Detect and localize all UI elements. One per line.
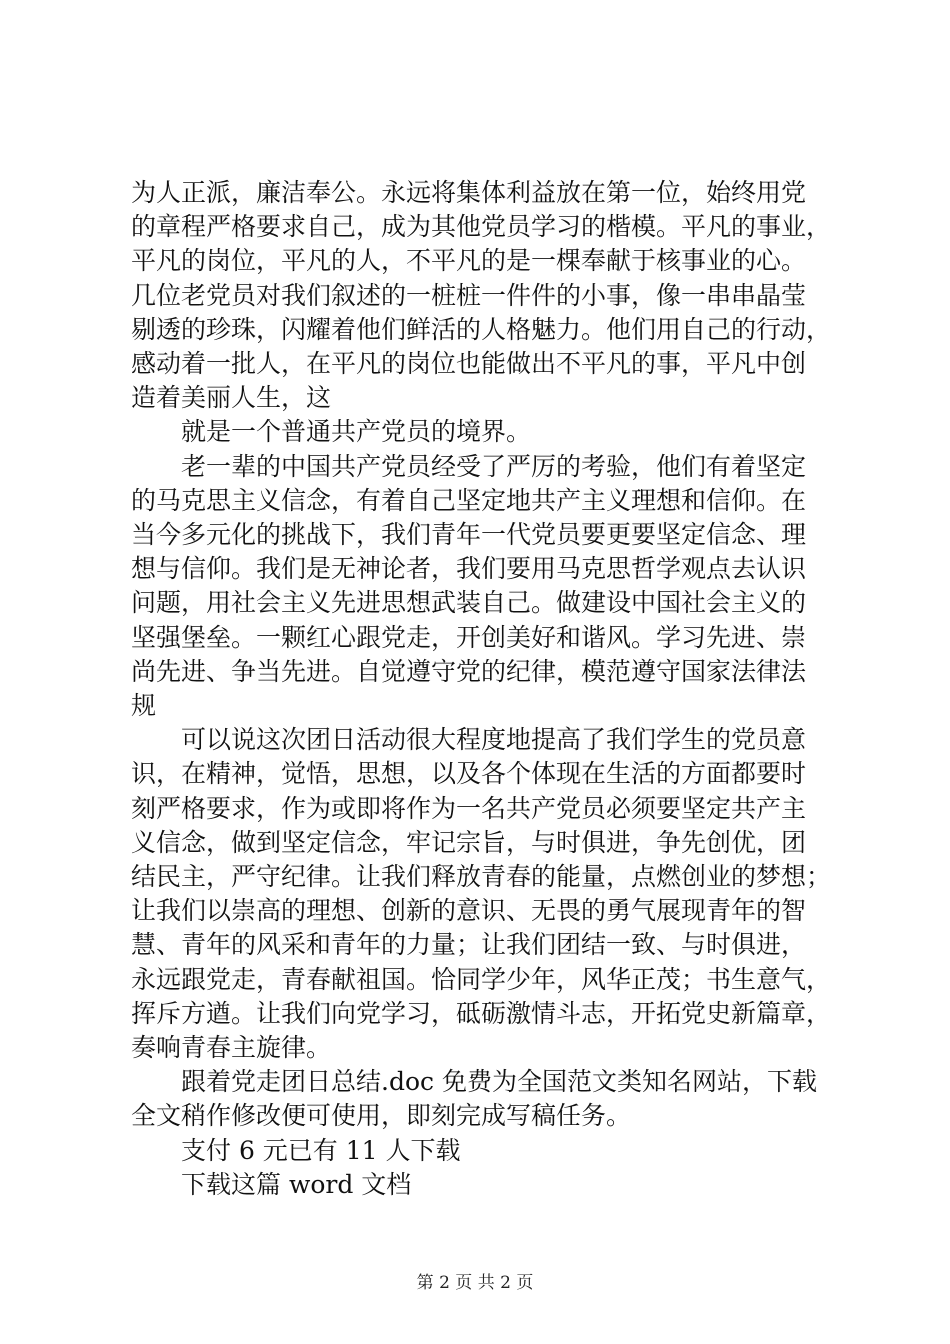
text-line: 跟着党走团日总结.doc 免费为全国范文类知名网站，下载 [181, 1067, 817, 1097]
text-line: 规 [131, 691, 157, 721]
text-line: 坚强堡垒。一颗红心跟党走，开创美好和谐风。学习先进、崇 [131, 622, 807, 652]
text-line: 识，在精神，觉悟，思想，以及各个体现在生活的方面都要时 [131, 759, 807, 789]
text-line: 老一辈的中国共产党员经受了严厉的考验，他们有着坚定 [181, 451, 807, 481]
text-line: 让我们以崇高的理想、创新的意识、无畏的勇气展现青年的智 [131, 896, 807, 926]
text-line: 可以说这次团日活动很大程度地提高了我们学生的党员意 [181, 725, 807, 755]
text-line: 平凡的岗位，平凡的人，不平凡的是一棵奉献于核事业的心。 [131, 246, 807, 276]
download-line[interactable] [131, 1168, 831, 1202]
paragraph-realm [131, 415, 831, 449]
text-line: 造着美丽人生，这 [131, 383, 332, 413]
text-line: 感动着一批人，在平凡的岗位也能做出不平凡的事，平凡中创 [131, 349, 807, 379]
text-line: 永远跟党走，青春献祖国。恰同学少年，风华正茂；书生意气， [131, 964, 832, 994]
paragraph-older-generation [131, 450, 831, 724]
text-line: 奏响青春主旋律。 [131, 1033, 332, 1063]
page-indicator: 第 2 页 共 2 页 [416, 1273, 534, 1293]
text-line: 义信念，做到坚定信念，牢记宗旨，与时俱进，争先创优，团 [131, 827, 807, 857]
text-line: 问题，用社会主义先进思想武装自己。做建设中国社会主义的 [131, 588, 807, 618]
page-footer [0, 1272, 950, 1294]
document-body [131, 176, 831, 1202]
text-line: 就是一个普通共产党员的境界。 [181, 417, 532, 447]
paragraph-conclusion [131, 723, 831, 1065]
text-line: 挥斥方遒。让我们向党学习，砥砺激情斗志，开拓党史新篇章， [131, 998, 832, 1028]
download-word-link[interactable]: 下载这篇 word 文档 [181, 1169, 412, 1199]
text-line: 几位老党员对我们叙述的一桩桩一件件的小事，像一串串晶莹 [131, 280, 807, 310]
text-line: 当今多元化的挑战下，我们青年一代党员要更要坚定信念、理 [131, 520, 807, 550]
text-line: 结民主，严守纪律。让我们释放青春的能量，点燃创业的梦想； [131, 862, 832, 892]
paragraph-continuation [131, 176, 831, 415]
text-line: 剔透的珍珠，闪耀着他们鲜活的人格魅力。他们用自己的行动， [131, 314, 832, 344]
text-line: 的马克思主义信念，有着自己坚定地共产主义理想和信仰。在 [131, 485, 807, 515]
payment-text: 支付 6 元已有 11 人下载 [181, 1135, 461, 1165]
text-line: 尚先进、争当先进。自觉遵守党的纪律，模范遵守国家法律法 [131, 656, 807, 686]
text-line: 的章程严格要求自己，成为其他党员学习的楷模。平凡的事业， [131, 212, 832, 242]
text-line: 刻严格要求，作为或即将作为一名共产党员必须要坚定共产主 [131, 793, 807, 823]
text-line: 为人正派，廉洁奉公。永远将集体利益放在第一位，始终用党 [131, 178, 807, 207]
text-line: 慧、青年的风采和青年的力量；让我们团结一致、与时俱进， [131, 930, 807, 960]
paragraph-download-note [131, 1065, 831, 1133]
payment-line [131, 1134, 831, 1168]
text-line: 全文稍作修改便可使用，即刻完成写稿任务。 [131, 1101, 632, 1131]
text-line: 想与信仰。我们是无神论者，我们要用马克思哲学观点去认识 [131, 554, 807, 584]
